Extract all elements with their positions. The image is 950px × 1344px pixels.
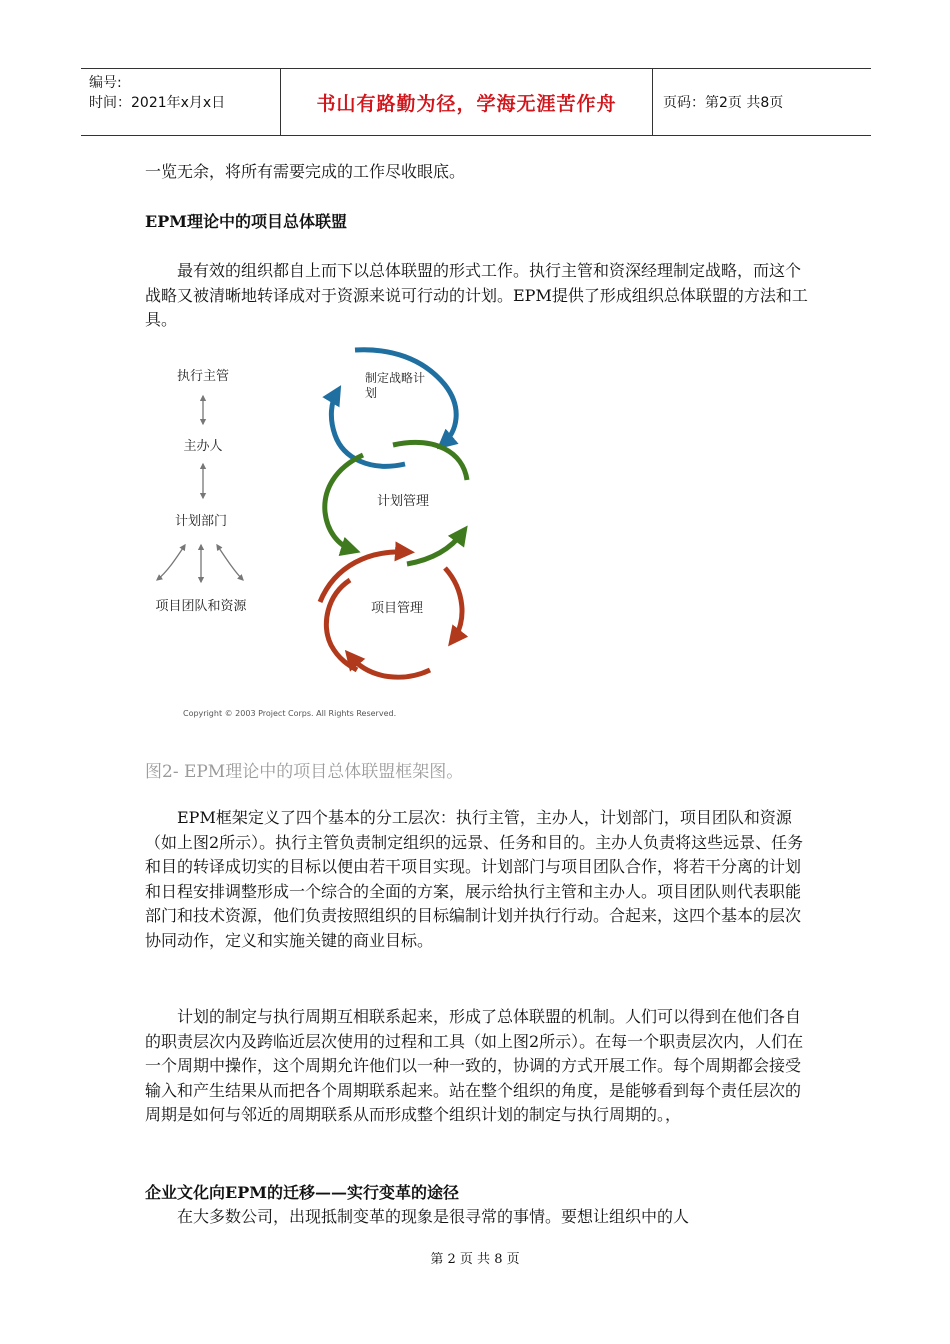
level-sponsor: 主办人: [183, 439, 223, 454]
program-cycle: [325, 442, 467, 564]
paragraph-4: 在大多数公司，出现抵制变革的现象是很寻常的事情。要想让组织中的人: [177, 1207, 690, 1226]
header-meta: [81, 69, 281, 135]
paragraph-3: 计划的制定与执行周期互相联系起来，形成了总体联盟的机制。人们可以得到在他们各自的职责层次内及跨临近层次使用的过程和工具（如上图2所示）。在每一个职责层次内，人们在一个周期中操作，这个周期允许他们以一种一致的，协调的方式开展工作。每个周期都会接受输入和产生结果从而把各个周期联系起来。站在整个组织的角度，是能够看到每个责任层次的周期是如何与邻近的周期联系从而形成整个组织计划的制定与执行周期的。，: [145, 1007, 804, 1125]
level-executive: 执行主管: [176, 369, 230, 384]
section-heading-1: EPM理论中的项目总体联盟: [145, 212, 347, 231]
page-header: [81, 68, 871, 136]
page-footer: 第 2 页 共 8 页: [430, 1252, 520, 1267]
alignment-framework-figure: [145, 340, 505, 730]
figure-copyright: Copyright © 2003 Project Corps. All Rights Reserved.: [183, 709, 397, 718]
project-cycle: [320, 552, 462, 677]
doc-number-label: 编号:: [89, 75, 122, 91]
header-motto-cell: [281, 69, 653, 135]
strategy-cycle: [331, 350, 456, 467]
figure-caption: 图2- EPM理论中的项目总体联盟框架图。: [145, 762, 464, 782]
cycle-strategy-label-2: 划: [365, 386, 378, 400]
cycle-program-label: 计划管理: [376, 494, 430, 509]
level-project-teams: 项目团队和资源: [155, 599, 247, 614]
paragraph-0: 一览无余，将所有需要完成的工作尽收眼底。: [145, 162, 466, 181]
cycle-strategy-label-1: 制定战略计: [365, 371, 426, 385]
header-motto: 书山有路勤为径，学海无涯苦作舟: [316, 92, 617, 115]
level-planning-dept: 计划部门: [174, 514, 228, 529]
curved-arrow-icon: [157, 545, 185, 580]
cycle-project-label: 项目管理: [370, 601, 424, 616]
paragraph-2: EPM框架定义了四个基本的分工层次：执行主管，主办人，计划部门，项目团队和资源（如上图2所示）。执行主管负责制定组织的远景、任务和目的。主办人负责将这些远景、任务和目的转译成切实的目标以便由若干项目实现。计划部门与项目团队合作，将若干分离的计划和日程安排调整形成一个综合的全面的方案，展示给执行主管和主办人。项目团队则代表职能部门和技术资源，他们负责按照组织的目标编制计划并执行行动。合起来，这四个基本的层次协同动作，定义和实施关键的商业目标。: [145, 808, 804, 950]
section-heading-2: 企业文化向EPM的迁移——实行变革的途径: [145, 1183, 459, 1202]
paragraph-1: 最有效的组织都自上而下以总体联盟的形式工作。执行主管和资深经理制定战略，而这个战略又被清晰地转译成对于资源来说可行动的计划。EPM提供了形成组织总体联盟的方法和工具。: [145, 261, 808, 330]
header-page-info: 页码：第2页 共8页: [663, 95, 784, 111]
curved-arrow-icon: [217, 545, 243, 580]
doc-time-label: 时间：2021年x月x日: [89, 95, 226, 111]
